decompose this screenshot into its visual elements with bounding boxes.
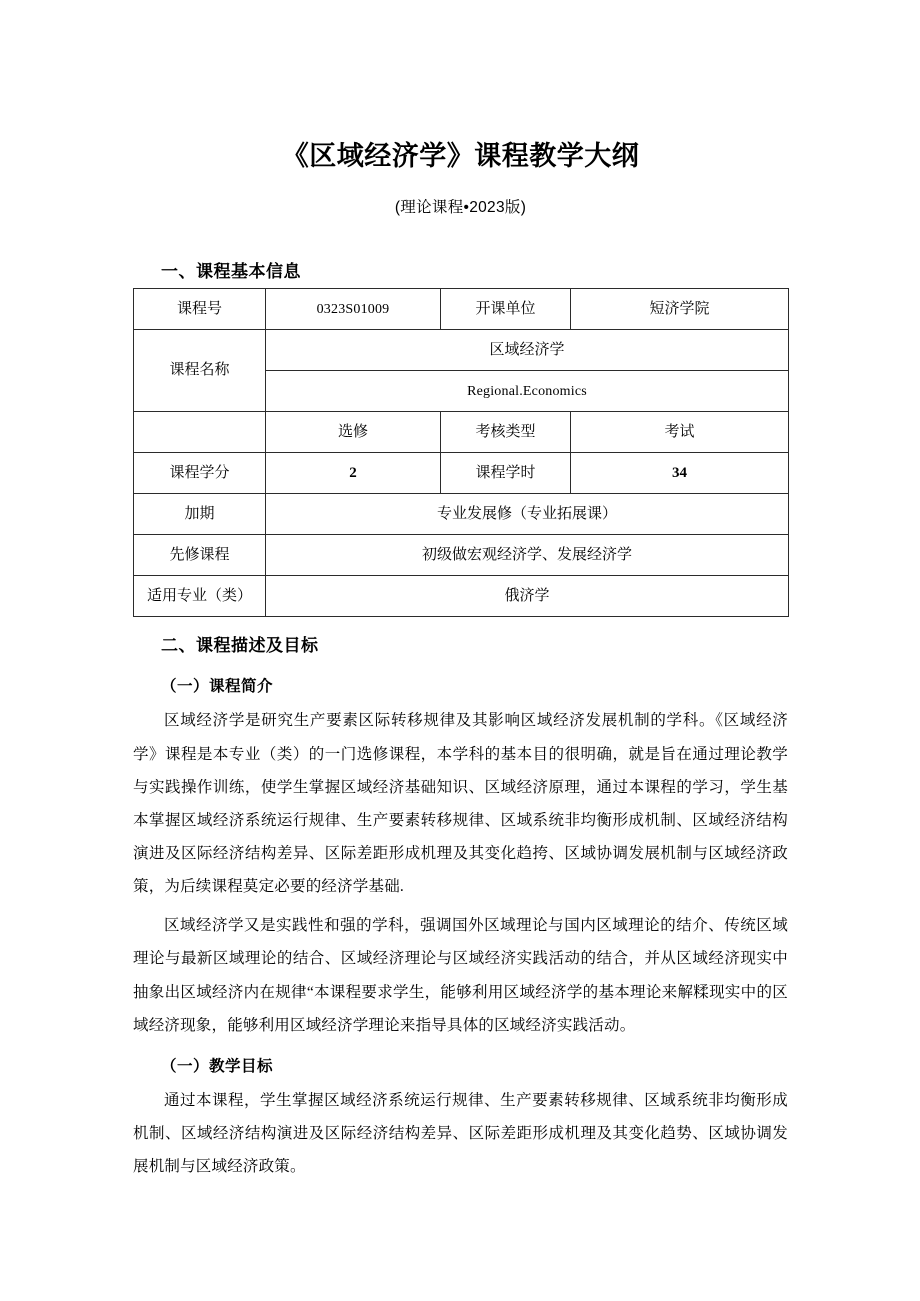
cell-major-value: 俄济学 [266,576,789,617]
table-row [134,330,789,371]
subsection-label-teaching-goal: （一）教学目标 [161,1057,274,1075]
page-subtitle: (理论课程•2023版) [394,199,527,217]
cell-assessment-label: 考核类型 [441,412,571,453]
cell-department-value: 短济学院 [571,289,789,330]
cell-prereq-value: 初级做宏观经济学、发展经济学 [266,535,789,576]
cell-blank [134,412,266,453]
section-heading-two: 二、课程描述及目标 [161,636,319,656]
cell-course-no-label: 课程号 [134,289,266,330]
cell-course-name-en: Regional.Economics [266,371,789,412]
subsection-label-course-intro: （一）课程简介 [161,678,274,696]
cell-course-name-label: 课程名称 [134,330,266,412]
cell-term-value: 专业发展修（专业拓展课） [266,494,789,535]
cell-hours-label: 课程学时 [441,453,571,494]
table-row [134,289,789,330]
cell-department-label: 开课单位 [441,289,571,330]
cell-hours-value: 34 [571,453,789,494]
cell-course-name-cn: 区域经济学 [266,330,789,371]
table-row [134,412,789,453]
cell-credits-value: 2 [266,453,441,494]
document-page [133,0,788,1301]
cell-prereq-label: 先修课程 [134,535,266,576]
table-row [134,576,789,617]
page-title: 《区域经济学》课程教学大纲 [281,141,640,171]
course-info-table [133,288,789,617]
cell-credits-label: 课程学分 [134,453,266,494]
section-heading-one: 一、课程基本信息 [161,262,301,282]
paragraph-course-intro-1: 区域经济学是研究生产要素区际转移规律及其影响区域经济发展机制的学科。《区域经济学》课程是本专业（类）的一门选修课程，本学科的基本目的很明确，就是旨在通过理论教学与实践操作训练，使学生掌握区域经济基础知识、区域经济原理，通过本课程的学习，学生基本掌握区域经济系统运行规律、生产要素转移规律、区域系统非均衡形成机制、区域经济结构演进及区际经济结构差异、区际差距形成机理及其变化趋挎、区域协调发展机制与区域经济政策，为后续课程莫定必要的经济学基础. [133,712,788,896]
paragraph-course-intro-2: 区域经济学又是实践性和强的学科，强调国外区域理论与国内区域理论的结介、传统区域理论与最新区域理论的结合、区域经济理论与区域经济实践活动的结合，并从区域经济现实中抽象出区域经济内在规律“本课程要求学生，能够利用区域经济学的基本理论来解糅现实中的区域经济现象，能够利用区域经济学理论来指导具体的区域经济实践活动。 [133,917,788,1034]
cell-major-label: 适用专业（类） [134,576,266,617]
cell-assessment-value: 考试 [571,412,789,453]
cell-course-no-value: 0323S01009 [266,289,441,330]
table-row [134,494,789,535]
table-row [134,535,789,576]
cell-course-type-value: 选修 [266,412,441,453]
table-row [134,453,789,494]
cell-term-label: 加期 [134,494,266,535]
paragraph-teaching-goal-1: 通过本课程，学生掌握区域经济系统运行规律、生产要素转移规律、区域系统非均衡形成机制、区域经济结构演进及区际经济结构差异、区际差距形成机理及其变化趋势、区域协调发展机制与区域经济政策。 [133,1091,788,1176]
